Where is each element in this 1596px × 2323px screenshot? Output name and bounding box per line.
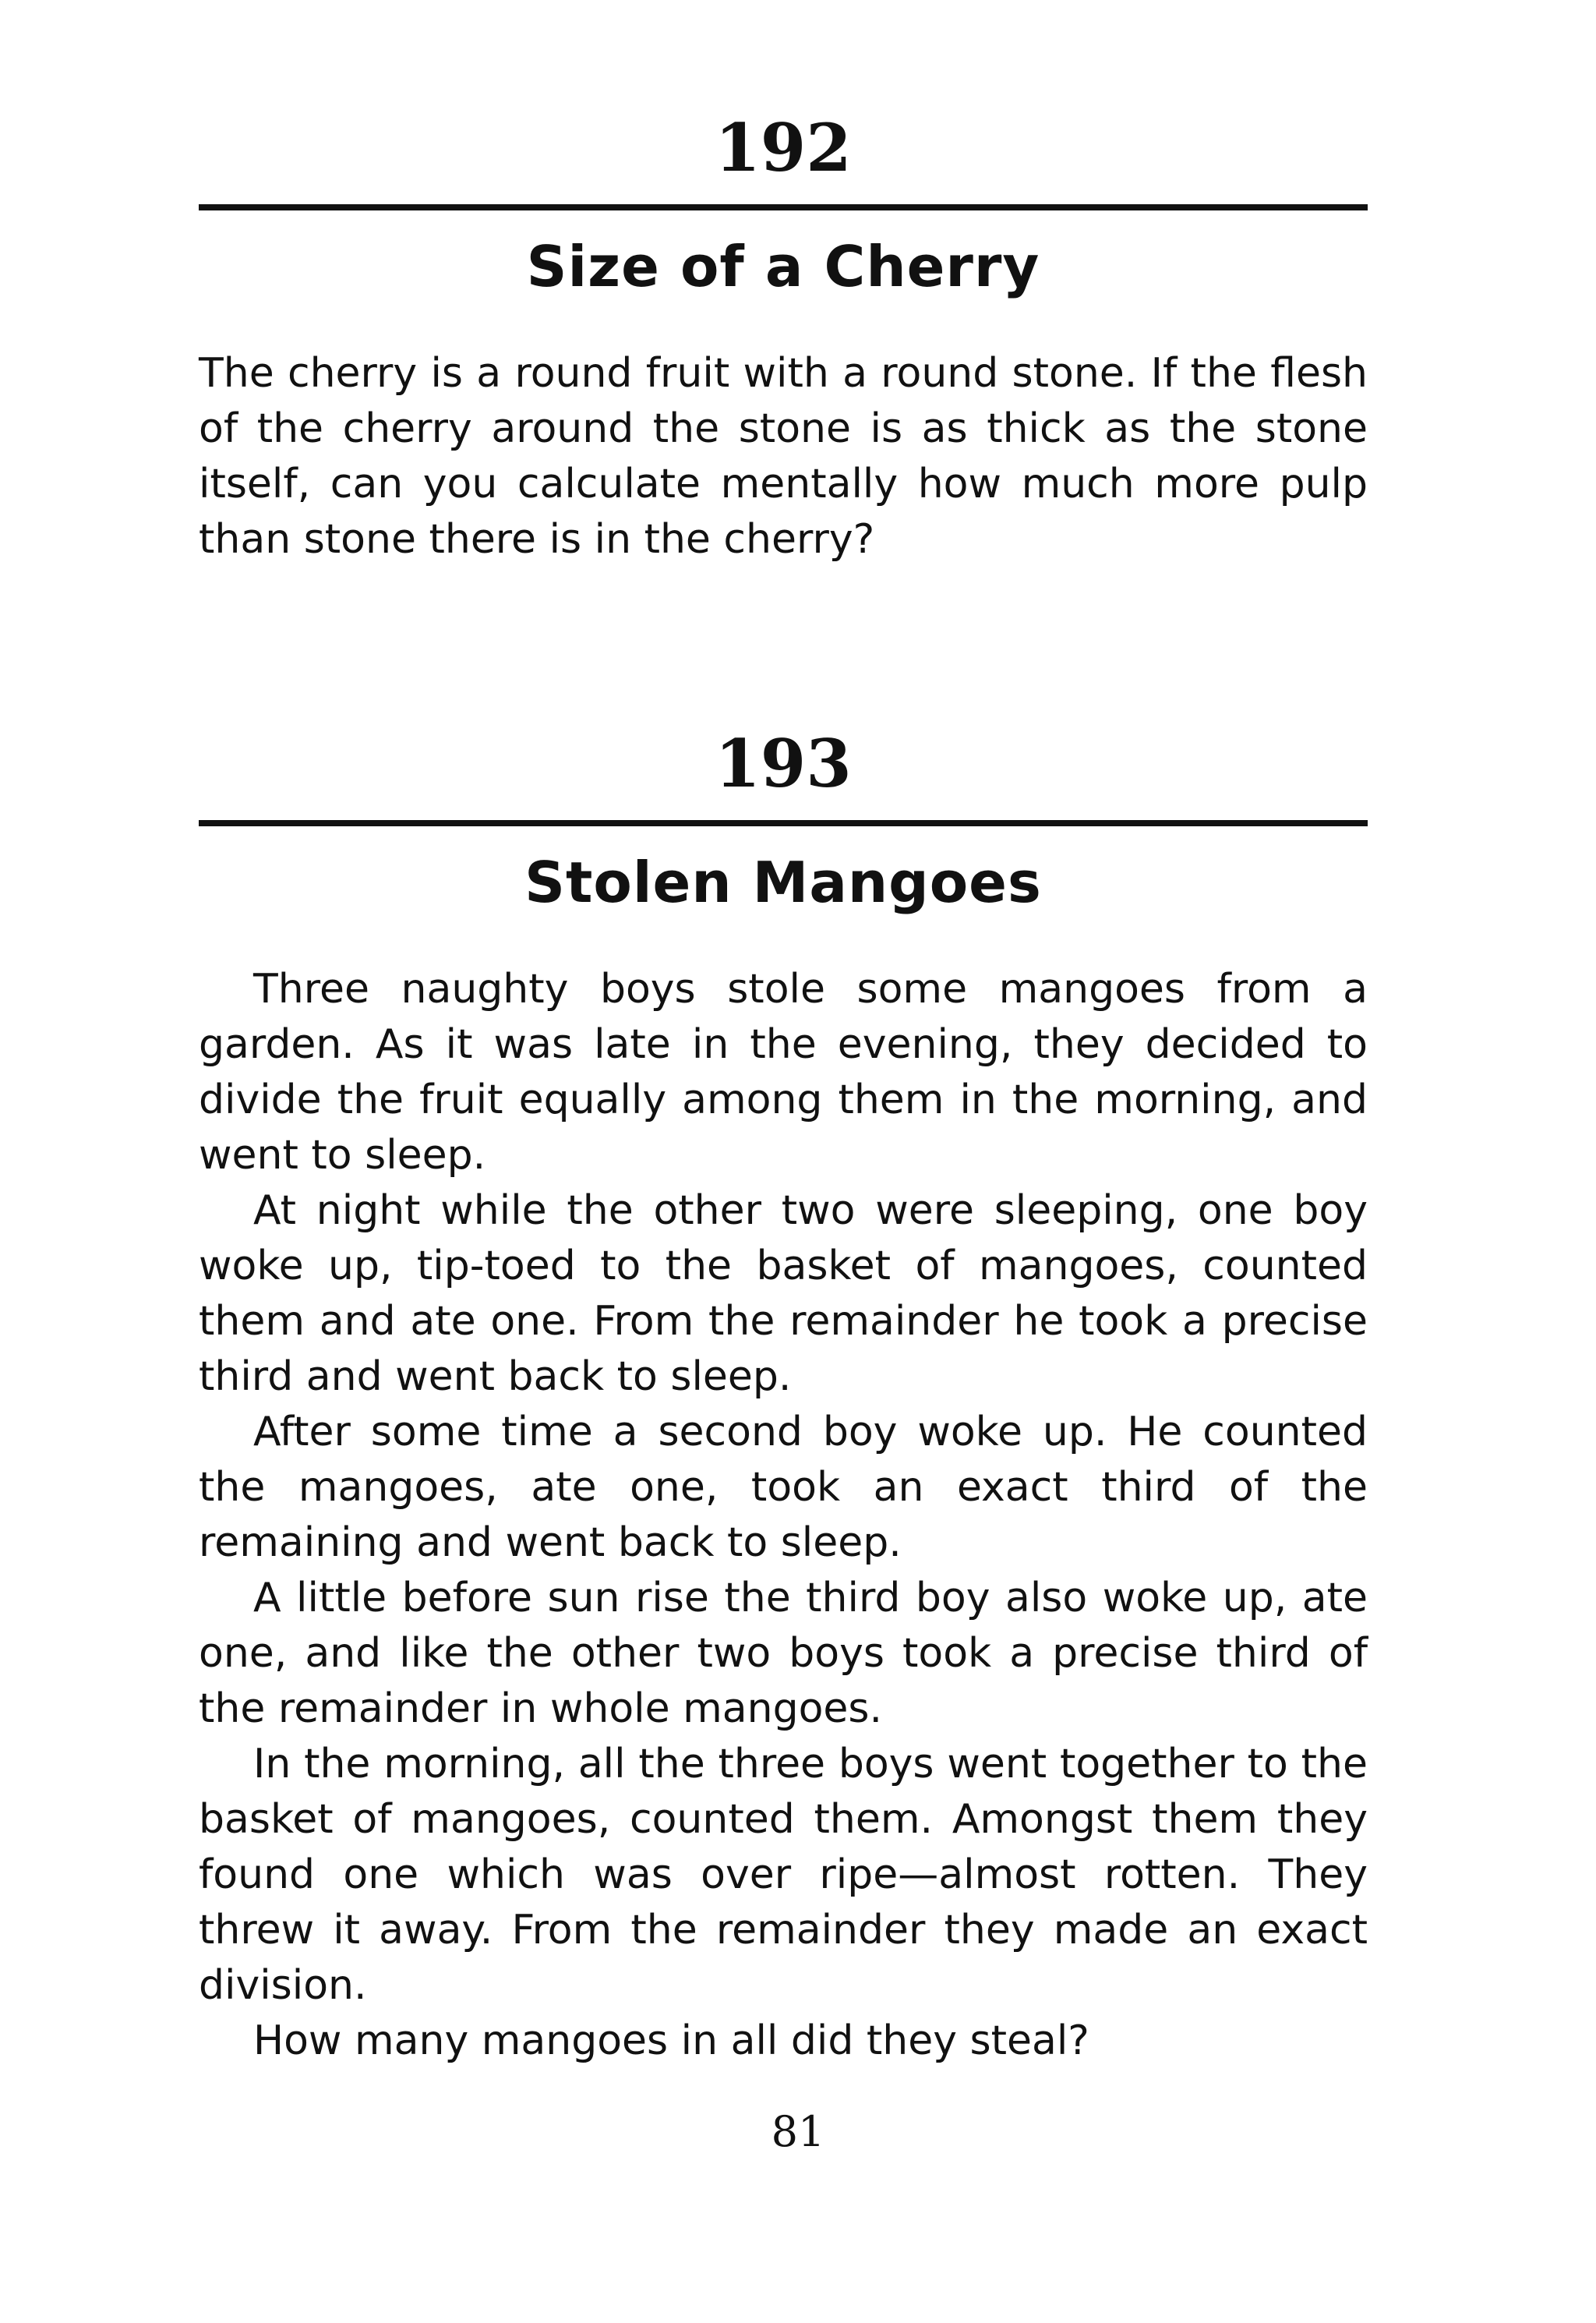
puzzle-193 bbox=[199, 725, 1368, 2069]
page-number: 81 bbox=[771, 2107, 825, 2156]
puzzle-title: Size of a Cherry bbox=[526, 234, 1040, 299]
puzzle-number: 192 bbox=[715, 109, 852, 186]
puzzle-paragraph: After some time a second boy woke up. He counted the mangoes, ate one, took an exact third of the remaining and went back to sleep. bbox=[199, 1409, 1368, 1566]
puzzle-paragraph: At night while the other two were sleeping, one boy woke up, tip-toed to the basket of mangoes, counted them and ate one. From the remainder he took a precise third and went back to sleep. bbox=[199, 1187, 1368, 1400]
puzzle-paragraph: In the morning, all the three boys went together to the basket of mangoes, counted them. Amongst them they found one which was over ripe—almost rotten. They threw it away. From the remainder they made an exact division. bbox=[199, 1741, 1368, 2009]
heading-rule bbox=[199, 204, 1368, 210]
puzzle-paragraph: Three naughty boys stole some mangoes from a garden. As it was late in the evening, they decided to divide the fruit equally among them in the morning, and went to sleep. bbox=[199, 966, 1368, 1179]
heading-rule bbox=[199, 820, 1368, 826]
puzzle-paragraph: A little before sun rise the third boy also woke up, ate one, and like the other two boys took a precise third of the remainder in whole mangoes. bbox=[199, 1575, 1368, 1732]
puzzle-number: 193 bbox=[715, 725, 852, 802]
puzzle-question: How many mangoes in all did they steal? bbox=[253, 2017, 1089, 2064]
puzzle-paragraph: The cherry is a round fruit with a round stone. If the flesh of the cherry around the stone is as thick as the stone itself, can you calculate mentally how much more pulp than stone there is in the cherry? bbox=[199, 350, 1368, 563]
puzzle-title: Stolen Mangoes bbox=[524, 850, 1042, 915]
puzzle-192 bbox=[199, 109, 1368, 567]
